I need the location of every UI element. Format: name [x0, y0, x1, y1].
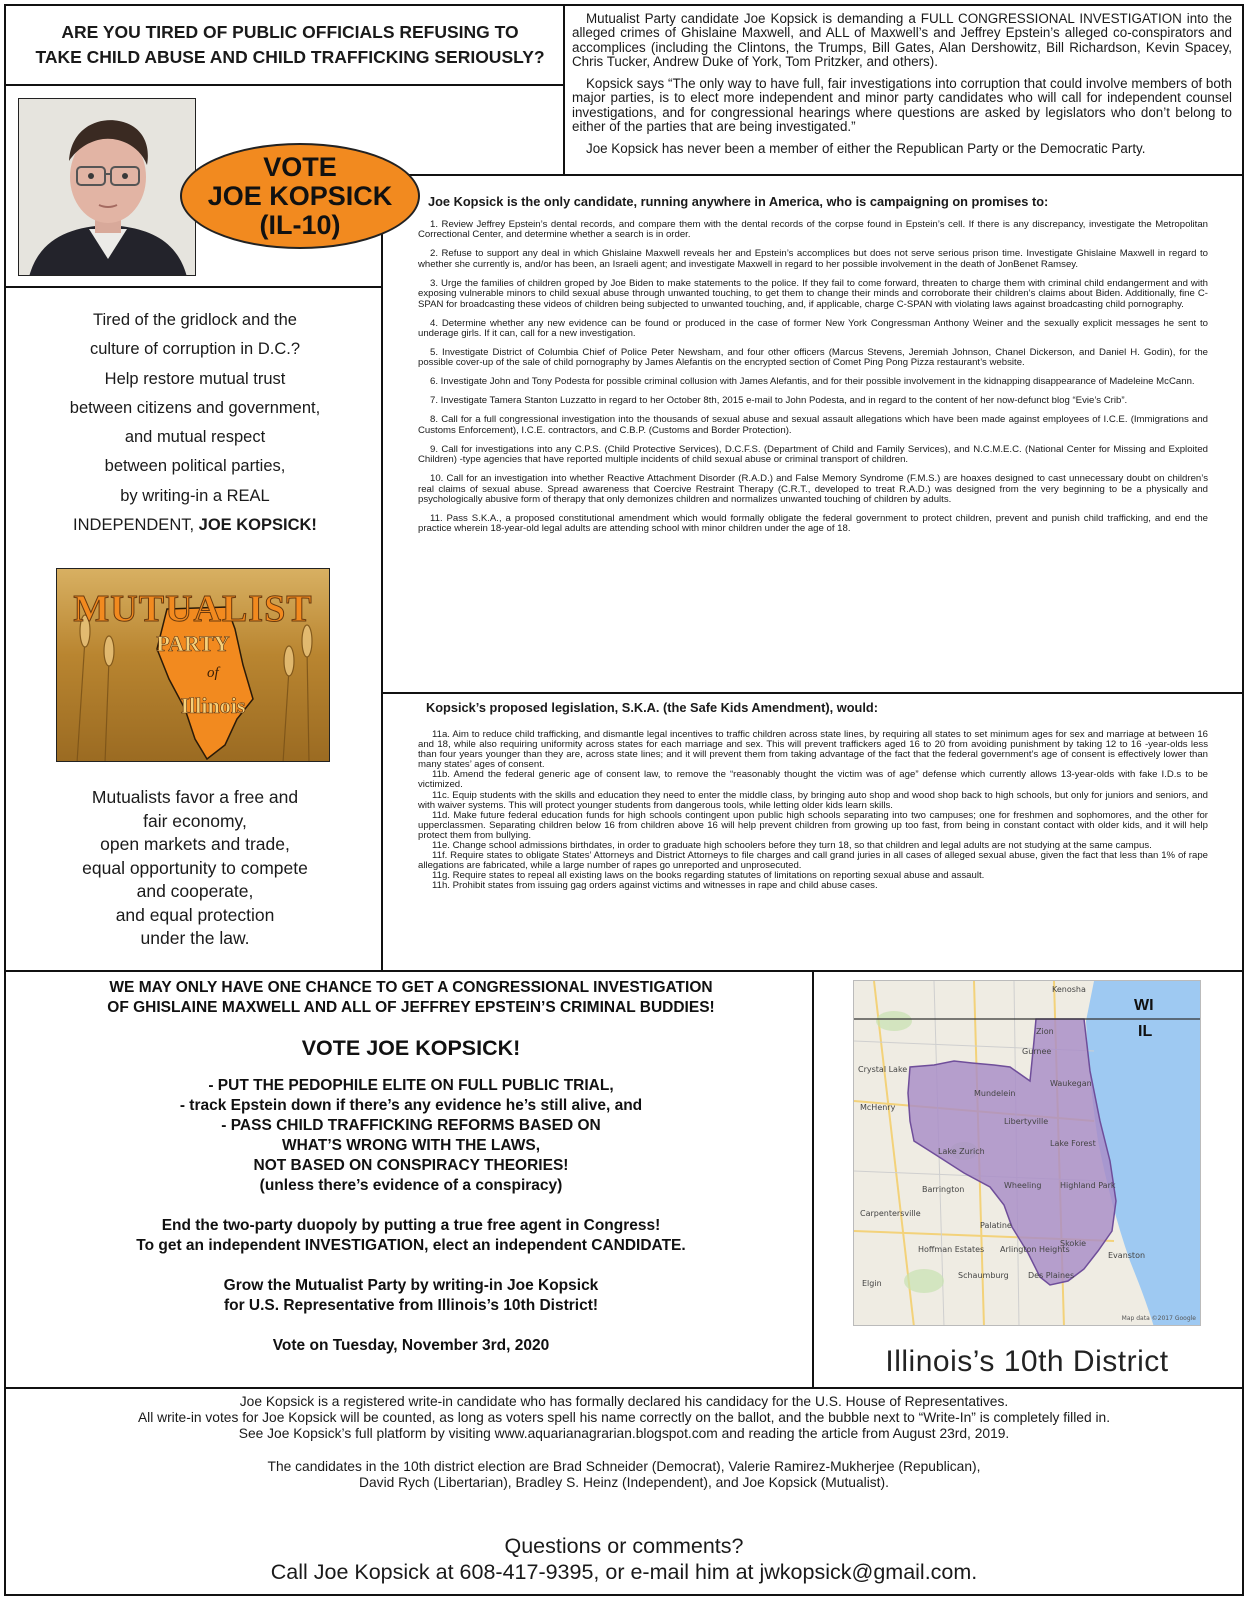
cta-line: To get an independent INVESTIGATION, elect an independent CANDIDATE.: [136, 1237, 686, 1254]
promise-item: 8. Call for a full congressional investigation into the thousands of sexual abuse and sexual assault allegations which have been made against employees of I.C.E. (Immigrations and Customs Enforcement), I.C.E. contractors, and C.B.P. (Customs and Border Protection).: [418, 414, 1208, 436]
cta-line: for U.S. Representative from Illinois’s 10th District!: [223, 1297, 599, 1314]
candidate-name-bold: JOE KOPSICK!: [198, 516, 317, 535]
map-place-label: Gurnee: [1022, 1047, 1052, 1056]
ska-heading: Kopsick’s proposed legislation, S.K.A. (the Safe Kids Amendment), would:: [426, 700, 878, 715]
state-label-il: IL: [1138, 1023, 1153, 1040]
ska-item: 11e. Change school admissions birthdates, in order to graduate high schoolers before they turn 18, so that children and legal adults are not studying at the same campus.: [432, 840, 1152, 852]
promises-heading: Joe Kopsick is the only candidate, running anywhere in America, who is campaigning on promises to:: [428, 194, 1049, 209]
contact-line: Call Joe Kopsick at 608-417-9395, or e-mail him at jwkopsick@gmail.com.: [270, 1560, 978, 1584]
mutualists-favor-text: [40, 786, 350, 951]
map-place-label: Lake Zurich: [938, 1147, 985, 1156]
map-place-label: Des Plaines: [1028, 1271, 1075, 1280]
mutualist-party-logo: [56, 568, 330, 762]
text-line: by writing-in a REAL: [120, 486, 270, 505]
cta-line: WE MAY ONLY HAVE ONE CHANCE TO GET A CONGRESSIONAL INVESTIGATION: [109, 979, 713, 996]
text-line: under the law.: [140, 928, 250, 948]
text-line: between political parties,: [104, 457, 286, 476]
state-label-wi: WI: [1134, 997, 1154, 1014]
text-line: and equal protection: [115, 904, 275, 925]
text-line: culture of corruption in D.C.?: [89, 340, 300, 359]
text-line: equal opportunity to compete: [82, 857, 308, 878]
contact-line: Questions or comments?: [504, 1534, 744, 1558]
text-line: between citizens and government,: [69, 398, 321, 417]
promise-item: 3. Urge the families of children groped by Joe Biden to make statements to the police. If they fail to come forward, threaten to charge them with criminal child endangerment and with exposing vulnerable minors to child sexual abuse through unwanted touching, to get them to change their minds and corroborate their children’s claims about Biden. Additionally, fine C-SPAN for broadcasting these videos of children being subjected to unwanted touching, and, if applicable, charge C-SPAN with violating laws against broadcasting child pornography.: [418, 277, 1208, 310]
text-line: and mutual respect: [124, 428, 266, 447]
text-line: Tired of the gridlock and the: [93, 311, 297, 329]
map-place-label: Evanston: [1108, 1251, 1146, 1260]
election-date: Vote on Tuesday, November 3rd, 2020: [272, 1337, 550, 1354]
cta-point: - PUT THE PEDOPHILE ELITE ON FULL PUBLIC TRIAL,: [208, 1077, 614, 1094]
divider: [4, 970, 1244, 972]
vote-badge-line: VOTE: [263, 151, 337, 182]
cta-line: OF GHISLAINE MAXWELL AND ALL OF JEFFREY EPSTEIN’S CRIMINAL BUDDIES!: [107, 999, 715, 1016]
ska-item: 11a. Aim to reduce child trafficking, and dismantle legal incentives to traffic children across state lines, by requiring all states to set minimum ages for sex and marriage at between 16 and 18, while also requiring uniformity across states for each marriage and sex. This will prevent traffickers aged 16 to 20 from avoiding punishment by taking 12 to 16 -year-olds less than four years younger than they are, across state lines; and it will prevent them from taking advantage of the fact that the federal government’s age of consent is effectively lower than many states’ ages of consent.: [418, 729, 1208, 771]
map-place-label: Skokie: [1060, 1239, 1087, 1248]
district-map: [853, 980, 1201, 1326]
map-place-label: Crystal Lake: [858, 1065, 908, 1074]
map-place-label: Barrington: [922, 1185, 965, 1194]
divider: [381, 174, 383, 972]
map-place-label: Wheeling: [1004, 1181, 1042, 1190]
intro-paragraph: Mutualist Party candidate Joe Kopsick is demanding a FULL CONGRESSIONAL INVESTIGATION into the alleged crimes of Ghislaine Maxwell, and ALL of Maxwell’s and Jeffrey Epstein’s alleged co-conspirators and accomplices (including the Clintons, the Trumps, Bill Gates, Alan Dershowitz, Bill Richardson, Kevin Spacey, Chris Tucker, Andrew Duke of York, Tom Pritzker, and others).: [572, 11, 1232, 69]
vote-badge: [180, 143, 420, 249]
headline: [20, 20, 560, 70]
cta-point: (unless there’s evidence of a conspiracy): [259, 1177, 563, 1194]
divider: [563, 4, 565, 174]
ska-item: 11f. Require states to obligate States’ Attorneys and District Attorneys to file charges and call grand juries in all cases of alleged sexual abuse, given the fact that less than 1% of rape allegations are fabricated, while a large number of rapes go unreported and unprosecuted.: [418, 850, 1208, 872]
intro-text: [572, 12, 1232, 165]
promise-item: 6. Investigate John and Tony Podesta for possible criminal collusion with James Alefantis, and for their possible involvement in the kidnapping disappearance of Madeleine McCann.: [430, 376, 1195, 388]
footer-info: [12, 1394, 1236, 1491]
map-place-label: Lake Forest: [1050, 1139, 1096, 1148]
cta-line: Grow the Mutualist Party by writing-in Joe Kopsick: [223, 1277, 599, 1294]
footer-line: Joe Kopsick is a registered write-in candidate who has formally declared his candidacy for the U.S. House of Representatives.: [239, 1394, 1009, 1409]
divider: [812, 970, 814, 1388]
call-to-action: [12, 978, 810, 1356]
map-place-label: Kenosha: [1052, 985, 1086, 994]
promise-item: 9. Call for investigations into any C.P.S. (Child Protective Services), D.C.F.S. (Department of Child and Family Services), and N.C.M.E.C. (National Center for Missing and Exploited Children) -type agencies that have reported multiple incidents of child sexual abuse or criminal transport of children.: [418, 443, 1208, 466]
ska-item: 11d. Make future federal education funds for high schools contingent upon public high schools separating into two campuses; one for freshmen and sophomores, and the other for upperclassmen. Separating children below 16 from children above 16 will help prevent children from growing up too fast, from being in constant contact with older kids, and it will help protect them from bullying.: [418, 809, 1208, 841]
map-place-label: Carpentersville: [860, 1209, 921, 1218]
promise-item: 2. Refuse to support any deal in which Ghislaine Maxwell reveals her and Epstein’s accomplices but does not serve serious prison time. Investigate Ghislaine Maxwell in regard to whether she currently is, and/or has been, an Israeli agent; and investigate Maxwell in regard to her possible involvement in the death of JonBenet Ramsey.: [418, 248, 1208, 270]
map-place-label: Elgin: [862, 1279, 882, 1288]
logo-title: MUTUALIST: [73, 588, 313, 630]
text-line: Mutualists favor a free and: [91, 787, 299, 807]
map-place-label: Hoffman Estates: [918, 1245, 985, 1254]
intro-paragraph: Joe Kopsick has never been a member of either the Republican Party or the Democratic Party.: [586, 141, 1146, 157]
logo-party: PARTY: [156, 631, 230, 656]
divider: [382, 692, 1244, 694]
candidate-photo: [18, 98, 196, 276]
text-line: [40, 511, 350, 540]
map-place-label: Mundelein: [974, 1089, 1016, 1098]
ska-item: 11h. Prohibit states from issuing gag orders against victims and witnesses in rape and child abuse cases.: [432, 880, 878, 892]
logo-state: Illinois: [180, 693, 246, 718]
footer-line: The candidates in the 10th district election are Brad Schneider (Democrat), Valerie Ramirez-Mukherjee (Republican),: [267, 1458, 981, 1474]
map-place-label: Palatine: [980, 1221, 1012, 1230]
promise-item: 1. Review Jeffrey Epstein’s dental records, and compare them with the dental records of the corpse found in Epstein’s cell. If there is any discrepancy, investigate the Metropolitan Correctional Center, and determine whether a search is in order.: [418, 219, 1208, 241]
headline-line: ARE YOU TIRED OF PUBLIC OFFICIALS REFUSING TO: [61, 22, 519, 42]
map-title: Illinois’s 10th District: [885, 1345, 1169, 1378]
restore-trust-text: [40, 306, 350, 540]
vote-badge-line: (IL-10): [259, 209, 341, 240]
ska-item: 11c. Equip students with the skills and education they need to enter the middle class, by bringing auto shop and wood shop back to high schools, but only for juniors and seniors, and with waiver systems. This will protect younger students from dangerous tools, while letting older kids learn skills.: [418, 789, 1208, 811]
cta-point: NOT BASED ON CONSPIRACY THEORIES!: [253, 1157, 569, 1174]
footer-line: David Rych (Libertarian), Bradley S. Heinz (Independent), and Joe Kopsick (Mutualist).: [359, 1474, 889, 1490]
map-place-label: Libertyville: [1004, 1117, 1049, 1126]
ska-item: 11b. Amend the federal generic age of consent law, to remove the “reasonably thought the victim was of age” defense which currently allows 13-year-olds with fake I.D.s to be victimized.: [418, 769, 1208, 791]
text-line: Help restore mutual trust: [104, 369, 286, 388]
cta-point: - track Epstein down if there’s any evidence he’s still alive, and: [179, 1097, 643, 1114]
divider: [4, 84, 564, 86]
divider: [4, 286, 382, 288]
divider: [4, 1387, 1244, 1389]
promise-item: 7. Investigate Tamera Stanton Luzzatto in regard to her October 8th, 2015 e-mail to John Podesta, and in regard to the content of her now-defunct blog “Evie’s Crib”.: [430, 395, 1128, 407]
promise-item: 11. Pass S.K.A., a proposed constitutional amendment which would formally obligate the federal government to protect children, prevent and punish child trafficking, and end the practice wherein 18-year-old legal adults are attending school with minor children under the age of 18.: [418, 513, 1208, 535]
ska-item: 11g. Require states to repeal all existing laws on the books regarding statutes of limitations on reporting sexual abuse and assault.: [432, 870, 985, 882]
intro-paragraph: Kopsick says “The only way to have full, fair investigations into corruption that could involve members of both major parties, is to elect more independent and minor party candidates who will call for independent counsel investigations, and for congressional hearings where questions are asked by legislators who don’t belong to either of the parties that are being investigated.”: [572, 76, 1232, 135]
divider: [382, 174, 1244, 176]
headline-line: TAKE CHILD ABUSE AND CHILD TRAFFICKING SERIOUSLY?: [35, 47, 545, 67]
cta-point: WHAT’S WRONG WITH THE LAWS,: [281, 1137, 540, 1154]
cta-line: End the two-party duopoly by putting a true free agent in Congress!: [161, 1217, 661, 1234]
vote-badge-line: JOE KOPSICK: [207, 180, 393, 211]
promise-item: 10. Call for an investigation into whether Reactive Attachment Disorder (R.A.D.) and False Memory Syndrome (F.M.S.) are hoaxes designed to cast unnecessary doubt on children’s real claims of sexual abuse. Spread awareness that Coercive Restraint Therapy (C.R.T., developed to treat R.A.D.) was designed from the very beginning to be a physically and psychologically abusive form of therapy that only demonizes children and normalizes unwanted touching of children by adults.: [418, 473, 1208, 506]
text-line: and cooperate,: [136, 881, 254, 901]
text-line: fair economy,: [143, 810, 247, 831]
text-line: open markets and trade,: [100, 834, 290, 854]
promise-item: 5. Investigate District of Columbia Chief of Police Peter Newsham, and four other officers (Marcus Stevens, Jeremiah Johnson, Chanel Dickerson, and Daniel H. Godin), for the possible cover-up of the sale of child pornography by James Alefantis on the encrypted section of Comet Ping Pong Pizza restaurant’s website.: [418, 347, 1208, 369]
map-place-label: Schaumburg: [958, 1271, 1009, 1280]
logo-of: of: [207, 665, 219, 681]
map-place-label: Waukegan: [1050, 1079, 1092, 1088]
map-place-label: McHenry: [860, 1103, 896, 1112]
footer-line: See Joe Kopsick’s full platform by visiting www.aquarianagrarian.blogspot.com and reading the article from August 23rd, 2019.: [238, 1426, 1010, 1442]
map-credit: Map data ©2017 Google: [1121, 1315, 1196, 1322]
ska-list: [418, 730, 1208, 892]
contact-info: [12, 1533, 1236, 1585]
map-place-label: Arlington Heights: [1000, 1245, 1070, 1254]
cta-point: - PASS CHILD TRAFFICKING REFORMS BASED ON: [221, 1117, 601, 1134]
map-place-label: Zion: [1036, 1027, 1054, 1036]
text-fragment: INDEPENDENT,: [73, 516, 199, 535]
footer-line: All write-in votes for Joe Kopsick will be counted, as long as voters spell his name correctly on the ballot, and the bubble next to “Write-In” is completely filled in.: [137, 1410, 1111, 1426]
promises-list: [418, 220, 1208, 543]
vote-slogan: VOTE JOE KOPSICK!: [301, 1036, 521, 1060]
promise-item: 4. Determine whether any new evidence can be found or produced in the case of former New York Congressman Anthony Weiner and the sexually explicit messages he sent to underage girls. If it can, call for a new investigation.: [418, 317, 1208, 340]
map-place-label: Highland Park: [1060, 1181, 1116, 1190]
